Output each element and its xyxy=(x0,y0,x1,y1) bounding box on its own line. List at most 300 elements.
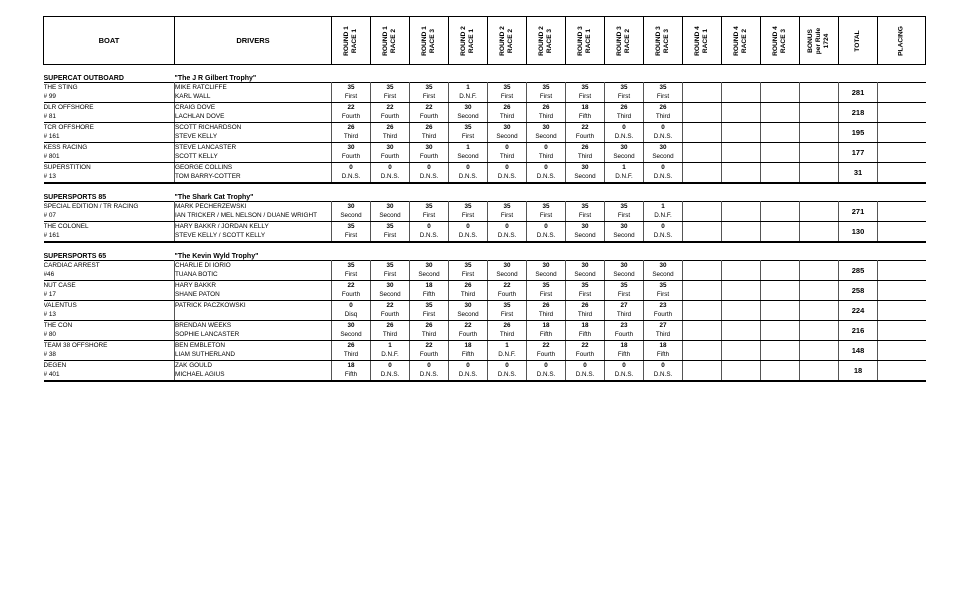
race-result-cell xyxy=(332,281,371,301)
race-points: 22 xyxy=(425,342,433,349)
race-result-cell xyxy=(722,281,761,301)
race-result-cell xyxy=(332,103,371,123)
race-result-cell xyxy=(410,301,449,321)
race-points: 30 xyxy=(659,262,667,269)
race-position: Fourth xyxy=(575,351,595,358)
race-result-cell xyxy=(605,301,644,321)
placing-cell xyxy=(878,261,926,281)
race-points: 18 xyxy=(542,322,550,329)
boat-number: # 99 xyxy=(43,93,56,100)
boat-number: # 401 xyxy=(43,371,60,378)
placing-cell xyxy=(878,361,926,382)
race-points: 0 xyxy=(505,144,509,151)
section-heading-row xyxy=(44,191,926,202)
round-label: ROUND 1 xyxy=(421,25,428,56)
race-result-cell xyxy=(761,123,800,143)
race-column-label xyxy=(343,22,359,60)
race-result-cell xyxy=(371,103,410,123)
placing-cell xyxy=(878,83,926,103)
driver-primary: ZAK GOULD xyxy=(175,362,212,369)
race-result-cell xyxy=(644,123,683,143)
race-position: Second xyxy=(574,271,596,278)
race-result-cell xyxy=(644,143,683,163)
race-position: Fourth xyxy=(575,133,595,140)
round-label: ROUND 4 xyxy=(772,25,779,56)
race-result-cell xyxy=(605,103,644,123)
section-spacer xyxy=(44,183,926,191)
race-result-cell xyxy=(488,222,527,243)
race-points: 26 xyxy=(581,144,589,151)
race-label: RACE 1 xyxy=(585,28,592,53)
race-position: D.N.S. xyxy=(419,232,439,239)
race-result-cell xyxy=(332,123,371,143)
trophy-name: "The Kevin Wyld Trophy" xyxy=(174,253,259,260)
race-result-cell xyxy=(566,163,605,184)
race-position: First xyxy=(383,93,397,100)
race-result-cell xyxy=(332,143,371,163)
driver-primary: CRAIG DOVE xyxy=(175,104,216,111)
boat-number: # 161 xyxy=(43,232,60,239)
race-points: 22 xyxy=(347,104,355,111)
race-points: 0 xyxy=(505,362,509,369)
driver-secondary: SHANE PATON xyxy=(175,291,220,298)
placing-header xyxy=(878,17,926,65)
race-position: First xyxy=(617,212,631,219)
race-result-cell xyxy=(683,202,722,222)
race-result-cell xyxy=(566,281,605,301)
boat-cell xyxy=(44,301,175,321)
race-points: 35 xyxy=(425,203,433,210)
drivers-cell xyxy=(175,341,332,361)
race-position: Second xyxy=(574,232,596,239)
bonus-text: 1724 xyxy=(823,33,830,48)
race-points: 0 xyxy=(661,223,665,230)
race-result-cell xyxy=(605,143,644,163)
boat-cell xyxy=(44,83,175,103)
race-position: Second xyxy=(535,133,557,140)
race-points: 35 xyxy=(542,282,550,289)
race-result-cell xyxy=(449,222,488,243)
bonus-cell xyxy=(800,341,839,361)
driver-secondary: STEVE KELLY xyxy=(175,133,218,140)
race-points: 35 xyxy=(386,223,394,230)
race-result-cell xyxy=(371,222,410,243)
trophy-name: "The J R Gilbert Trophy" xyxy=(174,75,257,82)
driver-secondary: LACHLAN DOVE xyxy=(175,113,225,120)
race-points: 35 xyxy=(464,203,472,210)
driver-primary: STEVE LANCASTER xyxy=(175,144,237,151)
race-points: 35 xyxy=(659,84,667,91)
race-points: 22 xyxy=(503,282,511,289)
race-position: Fifth xyxy=(422,291,436,298)
drivers-header: DRIVERS xyxy=(175,17,332,65)
placing-cell xyxy=(878,163,926,184)
bonus-cell xyxy=(800,143,839,163)
race-result-cell xyxy=(761,301,800,321)
race-result-cell xyxy=(488,361,527,382)
race-position: Third xyxy=(499,153,515,160)
race-result-cell xyxy=(527,281,566,301)
race-result-cell xyxy=(488,103,527,123)
boat-name: THE STING xyxy=(43,84,78,91)
entry-row xyxy=(44,281,926,301)
race-result-cell xyxy=(761,202,800,222)
race-result-cell xyxy=(683,341,722,361)
race-points: 1 xyxy=(622,164,626,171)
race-position: D.N.S. xyxy=(380,173,400,180)
race-column-header xyxy=(644,17,683,65)
race-points: 0 xyxy=(466,223,470,230)
race-position: D.N.F. xyxy=(381,351,399,358)
race-points: 30 xyxy=(542,124,550,131)
race-points: 0 xyxy=(466,362,470,369)
race-position: D.N.S. xyxy=(497,173,517,180)
drivers-cell xyxy=(175,321,332,341)
race-points: 35 xyxy=(386,84,394,91)
category-name: SUPERSPORTS 85 xyxy=(43,194,107,201)
race-result-cell xyxy=(488,123,527,143)
race-result-cell xyxy=(449,321,488,341)
race-points: 30 xyxy=(464,104,472,111)
race-result-cell xyxy=(683,281,722,301)
race-position: Third xyxy=(343,133,359,140)
race-position: Second xyxy=(457,153,479,160)
placing-cell xyxy=(878,301,926,321)
race-result-cell xyxy=(488,163,527,184)
race-result-cell xyxy=(527,202,566,222)
race-points: 0 xyxy=(661,164,665,171)
race-result-cell xyxy=(527,163,566,184)
race-position: D.N.S. xyxy=(653,371,673,378)
driver-primary: SCOTT RICHARDSON xyxy=(175,124,242,131)
race-position: First xyxy=(656,93,670,100)
race-points: 30 xyxy=(620,223,628,230)
boat-number: # 17 xyxy=(43,291,56,298)
race-points: 26 xyxy=(425,322,433,329)
placing-cell xyxy=(878,222,926,243)
race-result-cell xyxy=(605,261,644,281)
race-result-cell xyxy=(683,123,722,143)
race-points: 18 xyxy=(464,342,472,349)
race-column-header xyxy=(488,17,527,65)
race-position: Second xyxy=(613,153,635,160)
race-column-header xyxy=(566,17,605,65)
race-result-cell xyxy=(566,361,605,382)
race-points: 26 xyxy=(464,282,472,289)
race-position: D.N.F. xyxy=(498,351,516,358)
race-result-cell xyxy=(722,83,761,103)
race-result-cell xyxy=(722,143,761,163)
race-position: D.N.S. xyxy=(497,371,517,378)
race-points: 30 xyxy=(659,144,667,151)
total-points: 281 xyxy=(839,83,878,103)
boat-cell xyxy=(44,103,175,123)
race-position: Second xyxy=(652,153,674,160)
race-position: Second xyxy=(574,173,596,180)
race-result-cell xyxy=(527,103,566,123)
race-result-cell xyxy=(410,143,449,163)
race-points: 22 xyxy=(386,104,394,111)
race-points: 35 xyxy=(347,223,355,230)
boat-name: THE COLONEL xyxy=(43,223,89,230)
race-result-cell xyxy=(761,341,800,361)
race-result-cell xyxy=(488,202,527,222)
race-result-cell xyxy=(605,123,644,143)
boat-name: NUT CASE xyxy=(43,282,76,289)
race-result-cell xyxy=(722,202,761,222)
race-position: Third xyxy=(577,311,593,318)
race-points: 30 xyxy=(581,164,589,171)
race-points: 30 xyxy=(620,144,628,151)
race-result-cell xyxy=(449,301,488,321)
race-position: D.N.S. xyxy=(419,173,439,180)
race-points: 30 xyxy=(347,203,355,210)
race-points: 26 xyxy=(386,124,394,131)
race-points: 30 xyxy=(386,282,394,289)
race-position: Third xyxy=(499,331,515,338)
race-label: RACE 1 xyxy=(702,28,709,53)
race-result-cell xyxy=(488,341,527,361)
race-points: 0 xyxy=(544,223,548,230)
driver-secondary: SCOTT KELLY xyxy=(175,153,218,160)
race-result-cell xyxy=(722,123,761,143)
race-position: First xyxy=(422,311,436,318)
race-points: 27 xyxy=(659,322,667,329)
bonus-cell xyxy=(800,261,839,281)
entry-row xyxy=(44,202,926,222)
race-result-cell xyxy=(371,202,410,222)
race-points: 35 xyxy=(620,84,628,91)
race-result-cell xyxy=(761,163,800,184)
race-result-cell xyxy=(332,321,371,341)
race-label: RACE 3 xyxy=(663,28,670,53)
header-row xyxy=(44,17,926,65)
race-points: 1 xyxy=(466,144,470,151)
race-points: 18 xyxy=(620,342,628,349)
boat-cell xyxy=(44,261,175,281)
race-position: Fifth xyxy=(617,351,631,358)
race-result-cell xyxy=(527,361,566,382)
race-column-label xyxy=(538,22,554,60)
placing-label: PLACING xyxy=(897,25,905,56)
race-label: RACE 1 xyxy=(351,28,358,53)
entry-row xyxy=(44,321,926,341)
boat-cell xyxy=(44,202,175,222)
section-heading-row xyxy=(44,250,926,261)
driver-primary: CHARLIE DI IORIO xyxy=(175,262,231,269)
race-result-cell xyxy=(566,143,605,163)
race-result-cell xyxy=(761,361,800,382)
race-points: 26 xyxy=(503,322,511,329)
race-label: RACE 2 xyxy=(741,28,748,53)
race-result-cell xyxy=(449,83,488,103)
race-position: Second xyxy=(652,271,674,278)
race-result-cell xyxy=(722,163,761,184)
drivers-cell xyxy=(175,143,332,163)
race-points: 35 xyxy=(542,203,550,210)
race-position: Second xyxy=(613,232,635,239)
race-points: 30 xyxy=(425,262,433,269)
race-points: 35 xyxy=(347,262,355,269)
race-position: Fifth xyxy=(656,351,670,358)
section-spacer xyxy=(44,65,926,73)
round-label: ROUND 3 xyxy=(577,25,584,56)
race-result-cell xyxy=(761,83,800,103)
race-position: Fourth xyxy=(458,331,478,338)
race-result-cell xyxy=(566,103,605,123)
boat-cell xyxy=(44,222,175,243)
race-points: 35 xyxy=(425,302,433,309)
bonus-cell xyxy=(800,301,839,321)
drivers-cell xyxy=(175,202,332,222)
race-points: 30 xyxy=(581,262,589,269)
race-column-label xyxy=(733,22,749,60)
race-points: 0 xyxy=(388,164,392,171)
race-result-cell xyxy=(410,163,449,184)
boat-cell xyxy=(44,123,175,143)
race-result-cell xyxy=(371,281,410,301)
boat-cell xyxy=(44,281,175,301)
race-position: First xyxy=(539,93,553,100)
race-position: Third xyxy=(577,153,593,160)
race-points: 23 xyxy=(659,302,667,309)
round-label: ROUND 2 xyxy=(499,25,506,56)
race-result-cell xyxy=(566,261,605,281)
total-points: 148 xyxy=(839,341,878,361)
bonus-cell xyxy=(800,163,839,184)
race-points: 35 xyxy=(620,203,628,210)
race-points: 0 xyxy=(505,164,509,171)
race-result-cell xyxy=(449,123,488,143)
driver-primary: PATRICK PACZKOWSKI xyxy=(175,302,246,309)
race-result-cell xyxy=(371,361,410,382)
race-position: First xyxy=(539,291,553,298)
bonus-cell xyxy=(800,321,839,341)
race-position: First xyxy=(383,271,397,278)
driver-primary: HARY BAKKR xyxy=(175,282,216,289)
race-result-cell xyxy=(371,163,410,184)
boat-name: TCR OFFSHORE xyxy=(43,124,94,131)
race-points: 22 xyxy=(464,322,472,329)
round-label: ROUND 1 xyxy=(382,25,389,56)
category-name: SUPERSPORTS 65 xyxy=(43,253,107,260)
race-position: Third xyxy=(616,311,632,318)
race-points: 35 xyxy=(386,262,394,269)
drivers-cell xyxy=(175,261,332,281)
race-result-cell xyxy=(371,143,410,163)
race-result-cell xyxy=(566,321,605,341)
race-result-cell xyxy=(566,83,605,103)
race-points: 0 xyxy=(388,362,392,369)
bonus-cell xyxy=(800,361,839,382)
race-position: D.N.S. xyxy=(653,173,673,180)
race-position: Fourth xyxy=(614,331,634,338)
boat-number: # 801 xyxy=(43,153,60,160)
race-result-cell xyxy=(761,222,800,243)
boat-number: # 07 xyxy=(43,212,56,219)
race-position: D.N.S. xyxy=(458,371,478,378)
race-column-header xyxy=(722,17,761,65)
race-result-cell xyxy=(410,123,449,143)
bonus-label xyxy=(807,22,831,60)
race-result-cell xyxy=(644,202,683,222)
race-result-cell xyxy=(332,261,371,281)
race-result-cell xyxy=(722,361,761,382)
drivers-cell xyxy=(175,222,332,243)
entry-row xyxy=(44,341,926,361)
race-points: 30 xyxy=(347,144,355,151)
race-points: 18 xyxy=(581,322,589,329)
race-points: 35 xyxy=(425,84,433,91)
race-result-cell xyxy=(332,163,371,184)
race-position: First xyxy=(539,212,553,219)
round-label: ROUND 3 xyxy=(655,25,662,56)
race-position: Fourth xyxy=(341,113,361,120)
race-points: 0 xyxy=(349,164,353,171)
race-points: 0 xyxy=(544,362,548,369)
race-result-cell xyxy=(761,103,800,123)
race-result-cell xyxy=(644,261,683,281)
race-result-cell xyxy=(527,143,566,163)
race-result-cell xyxy=(566,341,605,361)
race-position: Second xyxy=(496,271,518,278)
race-result-cell xyxy=(449,281,488,301)
race-result-cell xyxy=(722,341,761,361)
race-result-cell xyxy=(644,321,683,341)
race-result-cell xyxy=(644,361,683,382)
race-result-cell xyxy=(449,163,488,184)
race-result-cell xyxy=(683,103,722,123)
driver-secondary: TOM BARRY-COTTER xyxy=(175,173,241,180)
race-points: 22 xyxy=(347,282,355,289)
placing-cell xyxy=(878,321,926,341)
heading-filler xyxy=(332,191,926,202)
race-column-header xyxy=(449,17,488,65)
race-result-cell xyxy=(761,261,800,281)
drivers-cell xyxy=(175,361,332,382)
race-result-cell xyxy=(527,83,566,103)
bonus-text: BONUS xyxy=(807,28,814,53)
race-position: Fourth xyxy=(419,351,439,358)
race-points: 35 xyxy=(347,84,355,91)
race-position: D.N.S. xyxy=(653,232,673,239)
trophy-name: "The Shark Cat Trophy" xyxy=(174,194,254,201)
race-points: 30 xyxy=(347,322,355,329)
bonus-cell xyxy=(800,202,839,222)
placing-cell xyxy=(878,123,926,143)
boat-number: #46 xyxy=(43,271,55,278)
placing-cell xyxy=(878,341,926,361)
race-result-cell xyxy=(683,361,722,382)
spacer-cell xyxy=(44,65,926,73)
race-result-cell xyxy=(566,222,605,243)
total-header xyxy=(839,17,878,65)
race-column-label xyxy=(460,22,476,60)
race-position: Fourth xyxy=(380,113,400,120)
race-points: 35 xyxy=(659,282,667,289)
total-points: 285 xyxy=(839,261,878,281)
race-result-cell xyxy=(683,143,722,163)
bonus-cell xyxy=(800,123,839,143)
race-points: 26 xyxy=(581,302,589,309)
race-label: RACE 2 xyxy=(507,28,514,53)
race-column-header xyxy=(332,17,371,65)
driver-secondary: STEVE KELLY / SCOTT KELLY xyxy=(175,232,266,239)
total-points: 218 xyxy=(839,103,878,123)
round-label: ROUND 4 xyxy=(733,25,740,56)
race-column-label xyxy=(655,22,671,60)
bonus-header xyxy=(800,17,839,65)
